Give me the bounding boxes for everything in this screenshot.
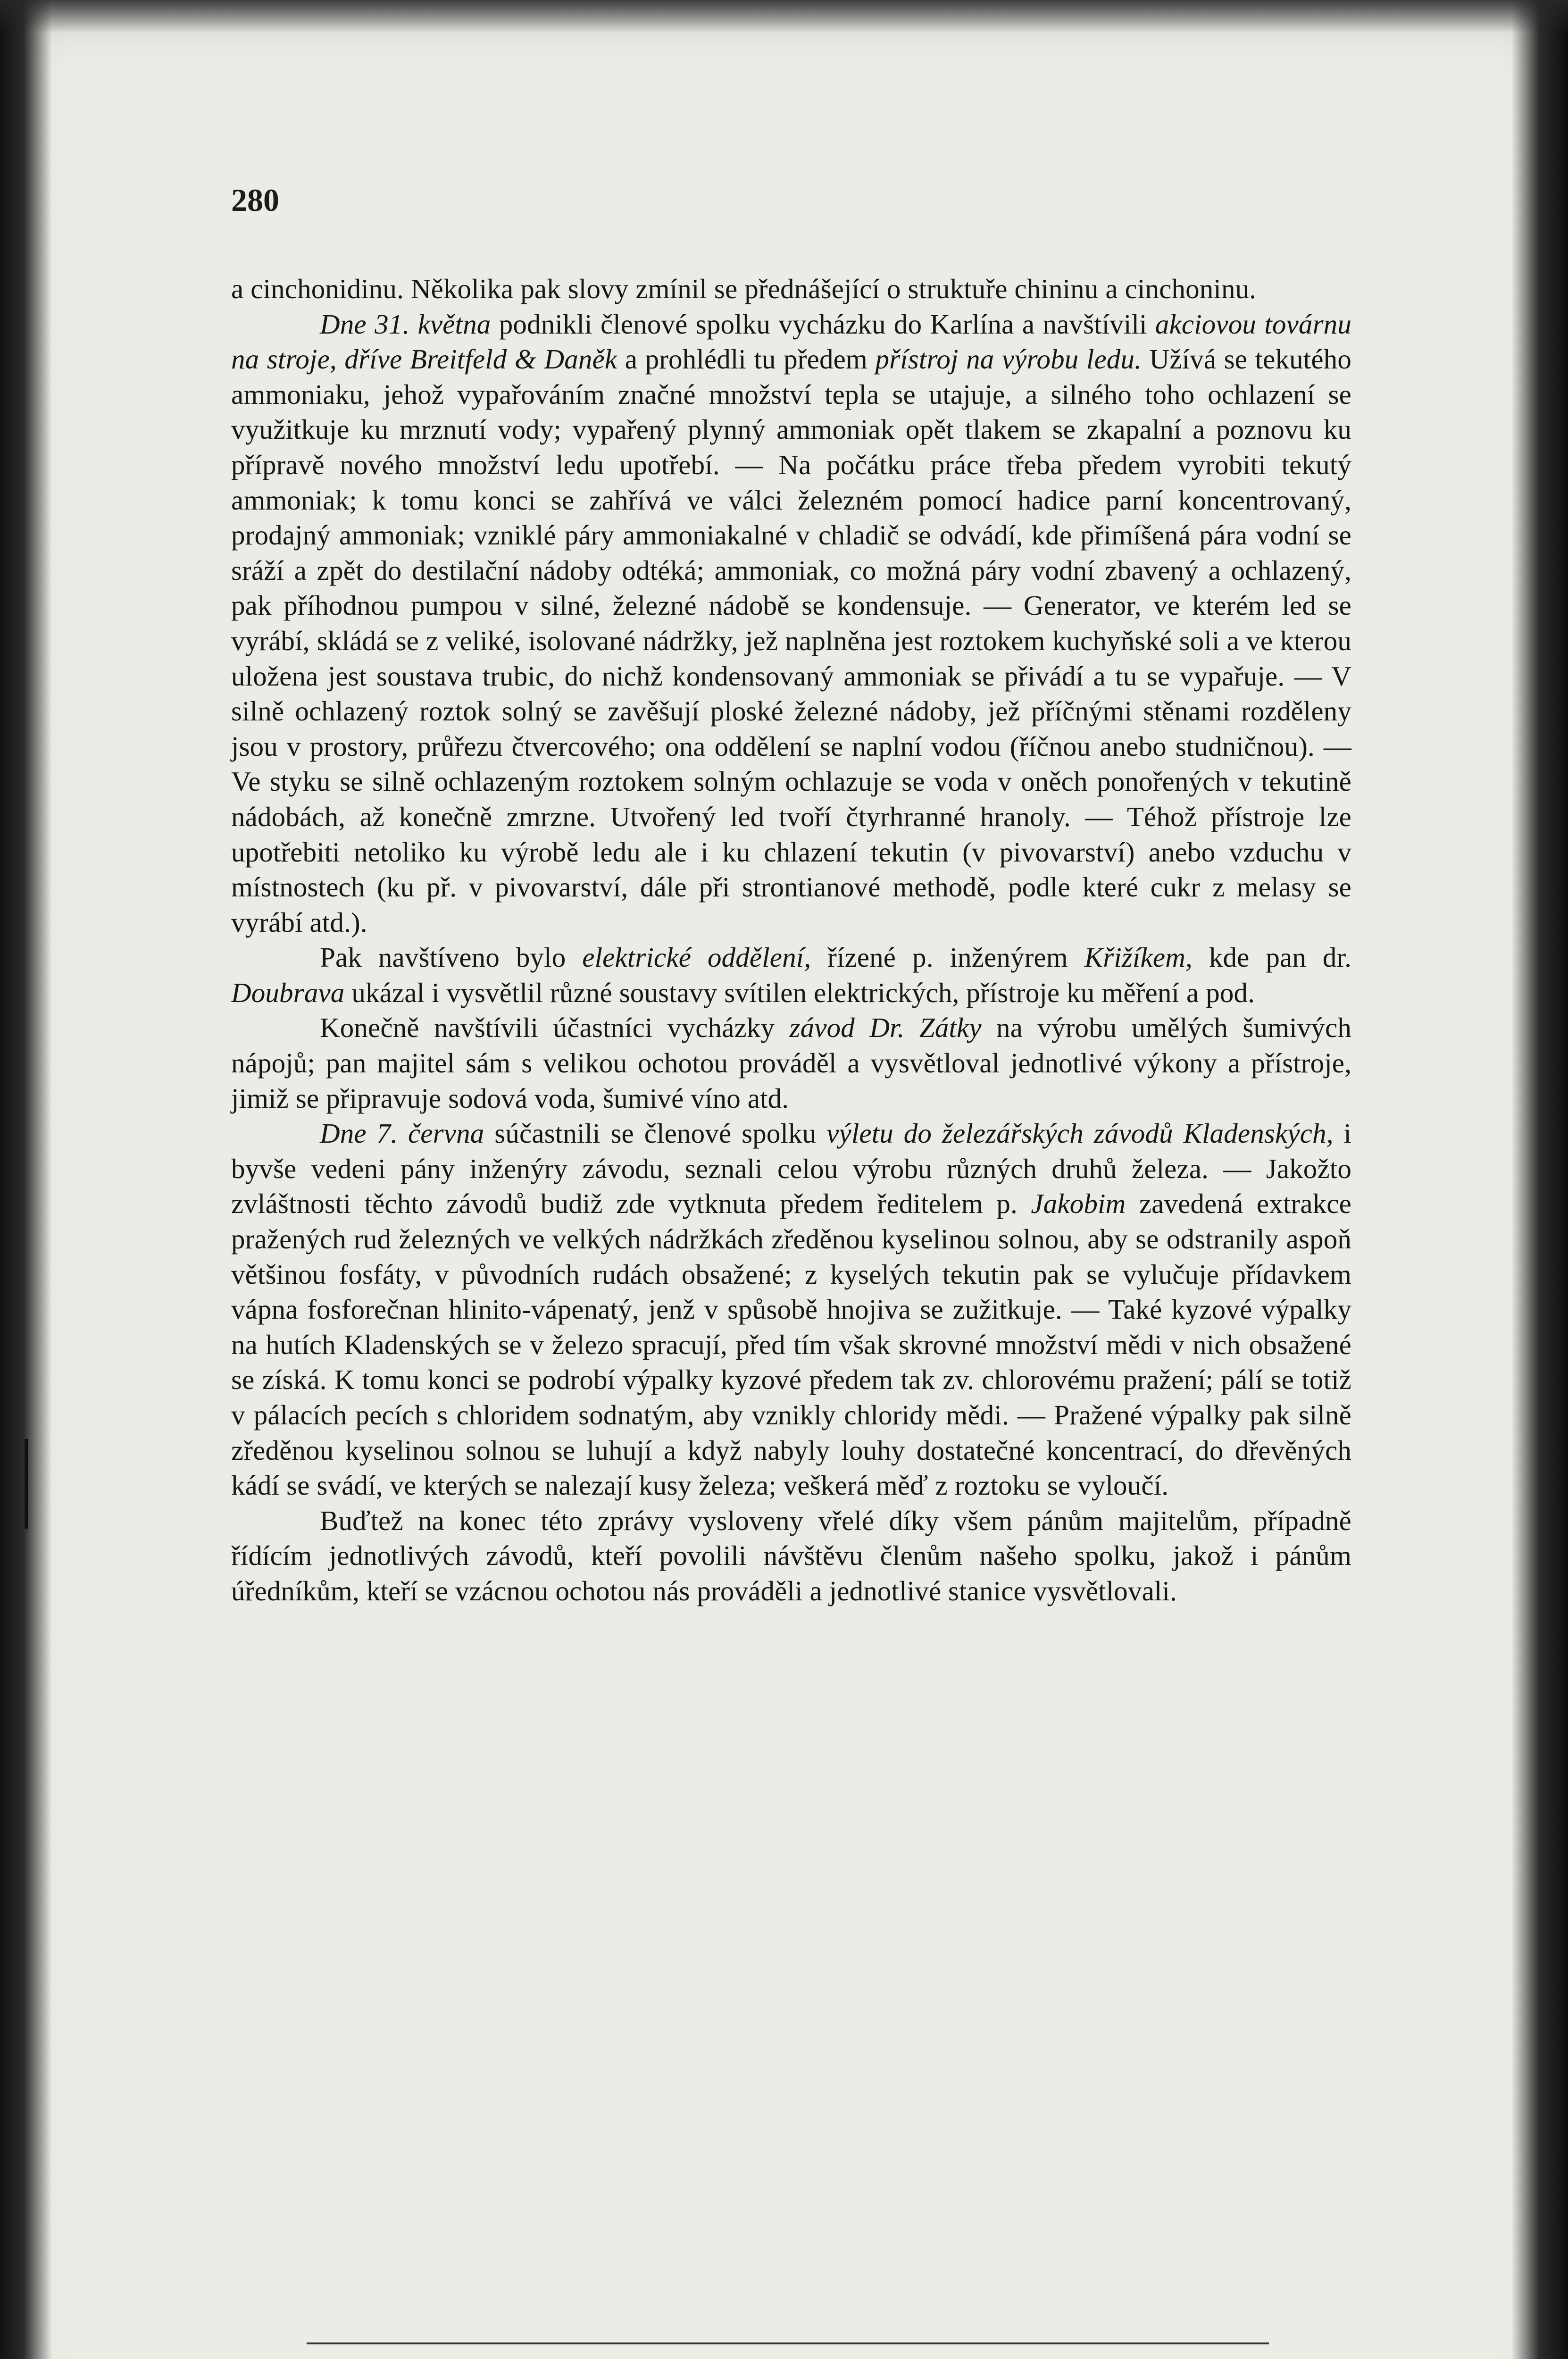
paragraph-4	[231, 1010, 1351, 1116]
text-run: řízené p. inženýrem	[811, 942, 1084, 973]
text-run: na výrobu umělých šumivých nápojů; pan majitel sám s velikou ochotou prováděl a vysvětloval jednotlivé výkony a přístroje, jimiž se připravuje sodová voda, šumivé víno atd.	[231, 1012, 1351, 1114]
footer-rule	[307, 2342, 1269, 2344]
italic-run: Dne 7. června	[320, 1118, 484, 1149]
text-run: kde pan dr.	[1192, 942, 1351, 973]
italic-run: závod Dr. Zátky	[789, 1012, 982, 1044]
italic-run: Dne 31. května	[320, 308, 491, 340]
binding-mark	[25, 1439, 28, 1529]
text-run: i byvše vedeni pány inženýry závodu, seznali celou výrobu různých druhů železa. — Jakožto zvláštnosti těchto závodů budiž zde vytknuta předem ředitelem p.	[231, 1118, 1351, 1220]
scan-shadow-top	[0, 0, 1568, 33]
italic-run: Doubrava	[231, 977, 345, 1008]
text-run: podnikli členové spolku vycházku do Karlína a navštívili	[491, 308, 1155, 340]
italic-run: elektrické oddělení,	[582, 942, 811, 973]
text-run: Konečně navštívili účastníci vycházky	[320, 1012, 790, 1044]
paragraph-3	[231, 940, 1351, 1010]
italic-run: Křižíkem,	[1084, 942, 1193, 973]
paragraph-1	[231, 271, 1351, 307]
italic-run: akciovou továrnu na stroje, dříve Breitfeld & Daněk	[231, 308, 1351, 375]
italic-run: výletu do železářských závodů Kladenských,	[826, 1118, 1334, 1149]
text-run: a cinchonidinu. Několika pak slovy zmínil se přednášející o struktuře chininu a cinchoninu.	[231, 273, 1257, 304]
body-text	[231, 271, 1351, 1609]
page-number: 280	[231, 182, 279, 218]
text-run: ukázal i vysvětlil různé soustavy svítilen elektrických, přístroje ku měření a pod.	[344, 977, 1255, 1008]
italic-run: přístroj na výrobu ledu.	[875, 343, 1142, 375]
text-run: súčastnili se členové spolku	[484, 1118, 827, 1149]
scan-shadow-left	[0, 0, 52, 2359]
paragraph-5	[231, 1116, 1351, 1503]
italic-run: Jakobim	[1031, 1188, 1126, 1220]
paragraph-2	[231, 307, 1351, 940]
scan-shadow-right	[1511, 0, 1568, 2359]
text-run: a prohlédli tu předem	[617, 343, 876, 375]
paragraph-6	[231, 1503, 1351, 1609]
text-run: zavedená extrakce pražených rud železných ve velkých nádržkách zředěnou kyselinou solnou, aby se odstranily aspoň většinou fosfáty, v původních rudách obsažené; z kyselých tekutin pak se vylučuje přídavkem vápna fosforečnan hlinito-vápenatý, jenž v spůsobě hnojiva se zužitkuje. — Také kyzové výpalky na hutích Kladenských se v železo spracují, před tím však skrovné množství mědi v nich obsažené se získá. K tomu konci se podrobí výpalky kyzové předem tak zv. chlorovému pražení; pálí se totiž v pálacích pecích s chloridem sodnatým, aby vznikly chloridy mědi. — Pražené výpalky pak silně zředěnou kyselinou solnou se luhují a když nabyly louhy dostatečné koncentrací, do dřevěných kádí se svádí, ve kterých se nalezají kusy železa; veškerá měď z roztoku se vyloučí.	[231, 1188, 1351, 1501]
text-run: Pak navštíveno bylo	[320, 942, 583, 973]
text-run: Užívá se tekutého ammoniaku, jehož vypařováním značné množství tepla se utajuje, a silného toho ochlazení se využitkuje ku mrznutí vody; vypařený plynný ammoniak opět tlakem se zkapalní a poznovu ku přípravě nového množství ledu upotřebí. — Na počátku práce třeba předem vyrobiti tekutý ammoniak; k tomu konci se zahřívá ve válci železném pomocí hadice parní koncentrovaný, prodajný ammoniak; vzniklé páry ammoniakalné v chladič se odvádí, kde přimíšená pára vodní se sráží a zpět do destilační nádoby odtéká; ammoniak, co možná páry vodní zbavený a ochlazený, pak příhodnou pumpou v silné, železné nádobě se kondensuje. — Generator, ve kterém led se vyrábí, skládá se z veliké, isolované nádržky, jež naplněna jest roztokem kuchyňské soli a ve kterou uložena jest soustava trubic, do nichž kondensovaný ammoniak se přivádí a tu se vypařuje. — V silně ochlazený roztok solný se zavěšují ploské železné nádoby, jež příčnými stěnami rozděleny jsou v prostory, průřezu čtvercového; ona oddělení se naplní vodou (říčnou anebo studničnou). — Ve styku se silně ochlazeným roztokem solným ochlazuje se voda v oněch ponořených v tekutině nádobách, až konečně zmrzne. Utvořený led tvoří čtyrhranné hranoly. — Téhož přístroje lze upotřebiti netoliko ku výrobě ledu ale i ku chlazení tekutin (v pivovarství) anebo vzduchu v místnostech (ku př. v pivovarství, dále při strontianové methodě, podle které cukr z melasy se vyrábí atd.).	[231, 343, 1351, 938]
text-run: Buďtež na konec této zprávy vysloveny vřelé díky všem pánům majitelům, případně řídícím jednotlivých závodů, kteří povolili návštěvu členům našeho spolku, jakož i pánům úředníkům, kteří se vzácnou ochotou nás prováděli a jednotlivé stanice vysvětlovali.	[231, 1505, 1351, 1606]
